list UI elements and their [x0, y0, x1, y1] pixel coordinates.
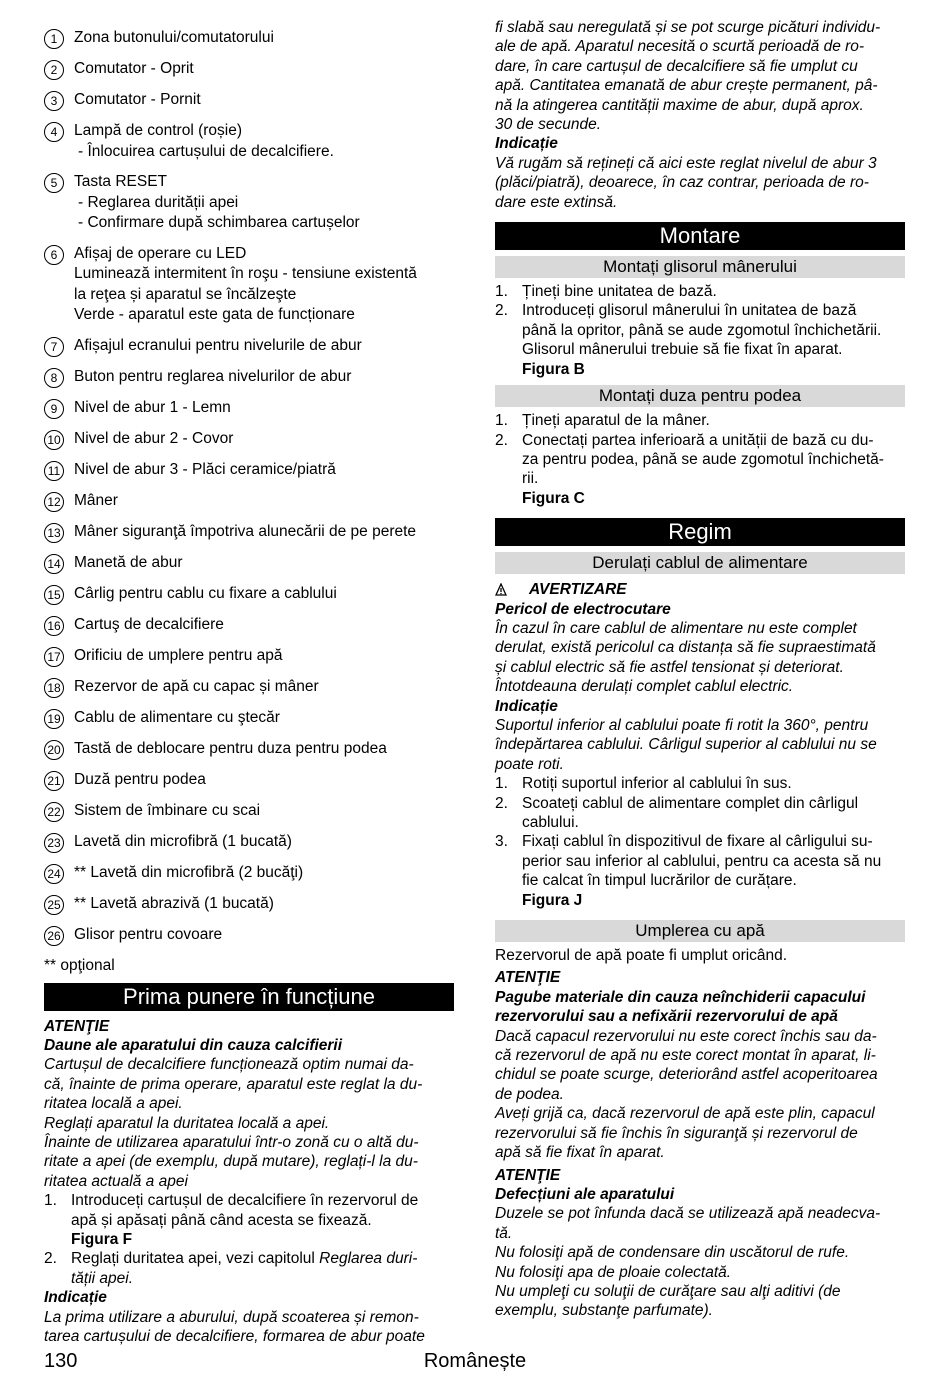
footer-language: Românește — [423, 1350, 527, 1372]
circled-number: 20 — [44, 740, 64, 760]
continued-note-text — [495, 18, 905, 134]
page-number: 130 — [44, 1350, 78, 1372]
circled-number: 8 — [44, 368, 64, 388]
component-item — [44, 491, 454, 512]
circled-number: 6 — [44, 245, 64, 265]
circled-number: 7 — [44, 337, 64, 357]
circled-number: 21 — [44, 771, 64, 791]
caution-label: ATENŢIE — [44, 1017, 110, 1035]
step-item — [495, 431, 905, 509]
text-line: fi slabă sau neregulată și se pot scurge picături individu- — [495, 19, 881, 36]
component-item — [44, 522, 454, 543]
step-item — [495, 301, 905, 379]
circled-number: 15 — [44, 585, 64, 605]
circled-number: 12 — [44, 492, 64, 512]
component-label: Comutator - Pornit — [74, 91, 201, 108]
text-line: nă la atingerea cantității maxime de abur, după aprox. — [495, 96, 864, 114]
component-item — [44, 894, 454, 915]
text-line: Întotdeauna derulați complet cablul electric. — [495, 678, 794, 696]
component-label: Tasta RESET — [74, 173, 168, 190]
component-item — [44, 615, 454, 636]
note-label: Indicație — [495, 135, 558, 153]
component-item — [44, 244, 454, 326]
step-number: 2. — [495, 302, 508, 320]
component-item — [44, 863, 454, 884]
component-label: Zona butonului/comutatorului — [74, 29, 274, 46]
step-number: 3. — [495, 833, 508, 851]
circled-number: 16 — [44, 616, 64, 636]
text-line: poate roti. — [495, 755, 564, 773]
section-title-montare: Montare — [495, 222, 905, 250]
text-line: tarea cartușului de decalcifiere, formarea de abur poate — [44, 1328, 425, 1345]
step-number: 1. — [495, 412, 508, 430]
step-text: fie calcat în timpul lucrărilor de curățare. — [522, 872, 797, 890]
component-label: Verde - aparatul este gata de funcționare — [74, 306, 355, 323]
subsection-title: Derulați cablul de alimentare — [495, 552, 905, 574]
circled-number: 11 — [44, 461, 64, 481]
text-line: dare, în care cartușul de decalcifiere să fie umplut cu — [495, 57, 858, 75]
step-item — [495, 832, 905, 910]
components-list — [44, 28, 454, 946]
component-label: Afișaj de operare cu LED — [74, 244, 247, 262]
text-line: derulat, există pericolul ca distanța să fie supraestimată — [495, 639, 876, 657]
component-label: Mâner — [74, 491, 118, 509]
circled-number: 13 — [44, 523, 64, 543]
step-item — [495, 794, 905, 833]
text-line: Nu folosiţi apă de condensare din uscătorul de rufe. — [495, 1244, 850, 1262]
circled-number: 14 — [44, 554, 64, 574]
step-text: Glisorul mânerului trebuie să fie fixat în aparat. — [522, 341, 843, 359]
component-item — [44, 553, 454, 574]
text-line: Cartușul de decalcifiere funcționează optim numai da- — [44, 1056, 414, 1074]
circled-number: 10 — [44, 430, 64, 450]
circled-number: 5 — [44, 173, 64, 193]
step-number: 1. — [495, 283, 508, 301]
component-item — [44, 121, 454, 162]
text-line: că rezervorul de apă nu este corect montat în aparat, li- — [495, 1047, 876, 1065]
step-text: rii. — [522, 470, 539, 488]
component-item — [44, 832, 454, 853]
text-line: 30 de secunde. — [495, 116, 602, 134]
component-label: ** Lavetă din microfibră (2 bucăţi) — [74, 863, 304, 881]
text-line: Înainte de utilizarea aparatului într-o zonă cu o altă du- — [44, 1133, 419, 1151]
text-line: rezervorului sau a nefixării rezervorului de apă — [495, 1008, 838, 1026]
circled-number: 19 — [44, 709, 64, 729]
text-line: Nu folosiţi apa de ploaie colectată. — [495, 1263, 732, 1281]
step-text: perior sau inferior al cablului, pentru ca acesta să nu — [522, 852, 882, 870]
step-text: până la opritor, până se aude zgomotul închichetării. — [522, 321, 882, 339]
steps-list — [495, 774, 905, 910]
warning-icon — [495, 583, 519, 597]
circled-number: 1 — [44, 29, 64, 49]
caution-danger: Daune ale aparatului din cauza calcifierii — [44, 1036, 343, 1054]
circled-number: 2 — [44, 60, 64, 80]
section-title-regim: Regim — [495, 518, 905, 546]
component-label: Lavetă din microfibră (1 bucată) — [74, 832, 292, 850]
step-text: za pentru podea, până se aude zgomotul închichetă- — [522, 450, 884, 468]
text-line: (plăci/piatră), deoarece, în caz contrar, perioada de ro- — [495, 174, 869, 192]
step-text: Țineți bine unitatea de bază. — [522, 283, 717, 301]
warning-label: AVERTIZARE — [529, 581, 627, 599]
component-label: Nivel de abur 3 - Plăci ceramice/piatră — [74, 460, 336, 478]
note-text — [44, 1308, 454, 1347]
component-item — [44, 770, 454, 791]
step-number: 2. — [495, 794, 508, 812]
text-line: că, înainte de prima operare, aparatul este reglat la du- — [44, 1075, 423, 1093]
step-item — [495, 411, 905, 430]
component-item — [44, 367, 454, 388]
component-label: Cablu de alimentare cu ştecăr — [74, 708, 280, 726]
caution-text — [495, 1204, 905, 1320]
component-label: Sistem de îmbinare cu scai — [74, 801, 261, 819]
text-line: tă. — [495, 1224, 513, 1242]
caution-text — [44, 1055, 454, 1191]
component-item — [44, 925, 454, 946]
component-label: Orificiu de umplere pentru apă — [74, 646, 283, 664]
step-item: 2. Reglați duritatea apei, vezi capitolul Reglarea duri- tății apei. — [44, 1250, 418, 1287]
text-line: Suportul inferior al cablului poate fi rotit la 360°, pentru — [495, 716, 869, 734]
note-text — [495, 154, 905, 212]
warning-danger: Pericol de electrocutare — [495, 600, 671, 618]
component-item — [44, 646, 454, 667]
component-item — [44, 708, 454, 729]
component-item — [44, 28, 454, 49]
chapter-link: Reglarea duri- — [319, 1250, 418, 1268]
caution-label: ATENŢIE — [495, 1166, 561, 1184]
text-line: Introduceți cartușul de decalcifiere în rezervorul de — [71, 1192, 419, 1210]
circled-number: 24 — [44, 864, 64, 884]
component-item — [44, 59, 454, 80]
component-item — [44, 429, 454, 450]
component-label: - Înlocuirea cartușului de decalcifiere. — [78, 142, 334, 160]
text-line: Vă rugăm să rețineți că aici este reglat nivelul de abur 3 — [495, 154, 877, 172]
text-line: dare este extinsă. — [495, 193, 618, 211]
component-label: ** Lavetă abrazivă (1 bucată) — [74, 894, 274, 912]
component-label: - Confirmare după schimbarea cartușelor — [78, 214, 360, 231]
component-item — [44, 398, 454, 419]
step-item: 1. Introduceți cartușul de decalcifiere în rezervorul de apă și apăsați până când acesta se fixează. Figura F — [44, 1191, 454, 1249]
caution-label: ATENŢIE — [495, 969, 561, 987]
page-footer — [44, 1350, 906, 1376]
component-label: Afișajul ecranului pentru nivelurile de abur — [74, 336, 362, 354]
figure-ref: Figura C — [522, 489, 585, 507]
text-line: Dacă capacul rezervorului nu este corect închis sau da- — [495, 1027, 877, 1045]
warning-text — [495, 619, 905, 697]
text-line: rezervorului să fie închis în siguranţă și rezervorul de — [495, 1124, 858, 1142]
circled-number: 18 — [44, 678, 64, 698]
note-label: Indicație — [495, 697, 558, 715]
component-label: Comutator - Oprit — [74, 60, 194, 77]
subsection-title: Umplerea cu apă — [495, 920, 905, 942]
caution-danger: Defecțiuni ale aparatului — [495, 1185, 675, 1203]
text-line: apă să fie fixat în aparat. — [495, 1144, 665, 1162]
text-line: exemplu, substanţe parfumate). — [495, 1302, 713, 1320]
warning-header — [495, 580, 905, 599]
circled-number: 25 — [44, 895, 64, 915]
text-line: Pagube materiale din cauza neînchiderii capacului — [495, 988, 866, 1006]
component-item — [44, 801, 454, 822]
left-column — [44, 28, 454, 1346]
text-line: ale de apă. Aparatul necesită o scurtă perioadă de ro- — [495, 38, 865, 56]
step-text: Rotiți suportul inferior al cablului în sus. — [522, 775, 792, 793]
footnote: ** opţional — [44, 956, 115, 974]
section-title-prima: Prima punere în funcțiune — [44, 983, 454, 1011]
circled-number: 9 — [44, 399, 64, 419]
circled-number: 26 — [44, 926, 64, 946]
text-line: chidul se poate scurge, deteriorând astfel acoperitoarea — [495, 1066, 878, 1084]
component-label: Lampă de control (roșie) — [74, 122, 242, 139]
component-label: Glisor pentru covoare — [74, 925, 223, 943]
component-item — [44, 460, 454, 481]
component-label: Nivel de abur 2 - Covor — [74, 429, 234, 447]
component-item — [44, 739, 454, 760]
text-line: ritatea locală a apei. — [44, 1095, 183, 1113]
component-item — [44, 172, 454, 234]
step-number: 1. — [495, 775, 508, 793]
caution-text — [495, 1027, 905, 1163]
component-label: - Reglarea durității apei — [78, 193, 239, 211]
step-item — [495, 282, 905, 301]
text-line: și cablul electric să fie astfel tensionat și deteriorat. — [495, 658, 844, 676]
step-text: Fixați cablul în dispozitivul de fixare al cârligului su- — [522, 833, 873, 851]
component-label: Tastă de deblocare pentru duza pentru podea — [74, 739, 387, 757]
step-text: cablului. — [522, 814, 579, 831]
note-label: Indicație — [44, 1289, 107, 1307]
step-item — [495, 774, 905, 793]
component-item — [44, 336, 454, 357]
steps-list — [495, 282, 905, 379]
text-line: Nu umpleţi cu soluţii de curăţare sau alţi aditivi (de — [495, 1282, 841, 1300]
right-column — [495, 18, 905, 1321]
figure-ref: Figura F — [71, 1230, 133, 1248]
component-label: Cârlig pentru cablu cu fixare a cablului — [74, 584, 337, 602]
component-label: Nivel de abur 1 - Lemn — [74, 398, 231, 416]
subsection-title: Montați glisorul mânerului — [495, 256, 905, 278]
caution-danger — [495, 988, 905, 1027]
component-label: Manetă de abur — [74, 553, 183, 571]
steps-list — [495, 411, 905, 508]
component-item — [44, 90, 454, 111]
text-line: ritate a apei (de exemplu, după mutare), reglați-l la du- — [44, 1153, 418, 1171]
circled-number: 17 — [44, 647, 64, 667]
text-line: Duzele se pot înfunda dacă se utilizează apă neadecva- — [495, 1205, 881, 1223]
figure-ref: Figura B — [522, 360, 585, 378]
text-line: Reglați aparatul la duritatea locală a apei. — [44, 1114, 330, 1132]
text-line: de podea. — [495, 1085, 564, 1103]
text-line: În cazul în care cablul de alimentare nu este complet — [495, 619, 857, 637]
text-line: Aveți grijă ca, dacă rezervorul de apă este plin, capacul — [495, 1105, 875, 1123]
component-label: Mâner siguranţă împotriva alunecării de pe perete — [74, 522, 417, 540]
text-line: îndepărtarea cablului. Cârligul superior al cablului nu se — [495, 736, 877, 754]
figure-ref: Figura J — [522, 891, 583, 909]
component-label: Buton pentru reglarea nivelurilor de abur — [74, 367, 352, 385]
text-line: ritatea actuală a apei — [44, 1172, 188, 1190]
component-item — [44, 584, 454, 605]
step-number: 2. — [495, 431, 508, 449]
component-label: Duză pentru podea — [74, 770, 206, 788]
component-item — [44, 677, 454, 698]
component-label: Luminează intermitent în roşu - tensiune existentă — [74, 265, 417, 282]
step-text: Țineți aparatul de la mâner. — [522, 412, 710, 430]
step-text: Conectați partea inferioară a unității de bază cu du- — [522, 431, 874, 449]
text-line: La prima utilizare a aburului, după scoaterea și remon- — [44, 1308, 419, 1326]
step-text: Scoateți cablul de alimentare complet din cârligul — [522, 794, 859, 812]
circled-number: 23 — [44, 833, 64, 853]
circled-number: 4 — [44, 122, 64, 142]
text-line: apă și apăsați până când acesta se fixează. — [71, 1211, 372, 1229]
text-line: apă. Cantitatea emanată de abur crește permanent, pâ- — [495, 77, 878, 95]
component-label: Rezervor de apă cu capac și mâner — [74, 677, 319, 695]
fill-text: Rezervorul de apă poate fi umplut oricând. — [495, 947, 788, 965]
component-label: Cartuş de decalcifiere — [74, 615, 224, 633]
step-text: Introduceți glisorul mânerului în unitatea de bază — [522, 302, 857, 320]
subsection-title: Montați duza pentru podea — [495, 385, 905, 407]
note-text — [495, 716, 905, 774]
component-label: la reţea și aparatul se încălzeşte — [74, 285, 297, 303]
circled-number: 3 — [44, 91, 64, 111]
circled-number: 22 — [44, 802, 64, 822]
